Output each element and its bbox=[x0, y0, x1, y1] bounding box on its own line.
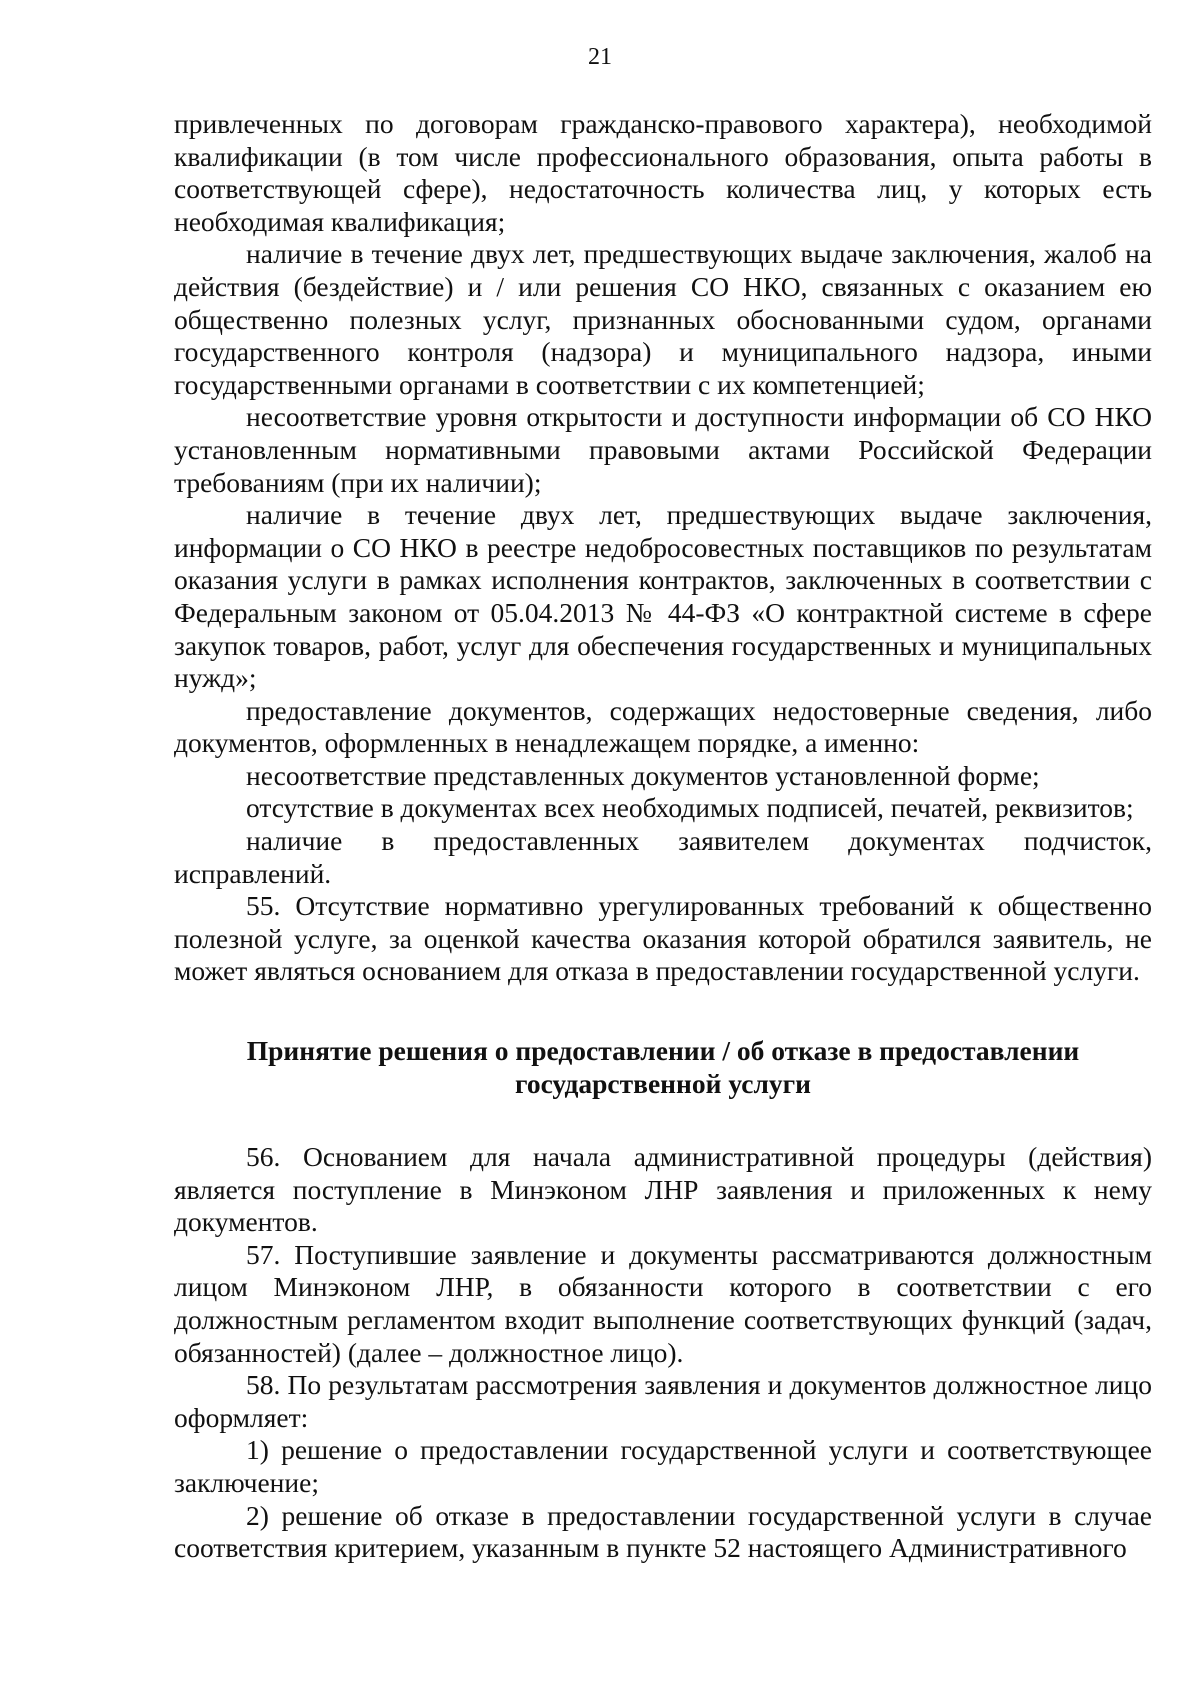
section-heading-line-1: Принятие решения о предоставлении / об отказе в предоставлении bbox=[246, 1035, 1080, 1067]
paragraph-55: 55. Отсутствие нормативно урегулированных требований к общественно полезной услуге, за оценкой качества оказания которой обратился заявитель, не может являться основанием для отказа в предоставлении государственной услуги. bbox=[174, 890, 1152, 987]
paragraph-58-item-1: 1) решение о предоставлении государственной услуги и соответствующее заключение; bbox=[174, 1434, 1152, 1498]
paragraph-registry: наличие в течение двух лет, предшествующих выдаче заключения, информации о СО НКО в реестре недобросовестных поставщиков по результатам оказания услуги в рамках исполнения контрактов, заключенных в соответствии с Федеральным законом от 05.04.2013 № 44-ФЗ «О контрактной системе в сфере закупок товаров, работ, услуг для обеспечения государственных и муниципальных нужд»; bbox=[174, 499, 1152, 694]
section-heading-line-2: государственной услуги bbox=[515, 1068, 811, 1100]
paragraph-58: 58. По результатам рассмотрения заявления и документов должностное лицо оформляет: bbox=[174, 1369, 1152, 1433]
page-number: 21 bbox=[588, 44, 612, 70]
paragraph-form-mismatch: несоответствие представленных документов установленной форме; bbox=[246, 759, 1040, 791]
paragraph-missing-signatures: отсутствие в документах всех необходимых подписей, печатей, реквизитов; bbox=[246, 792, 1134, 824]
paragraph-complaints: наличие в течение двух лет, предшествующих выдаче заключения, жалоб на действия (бездействие) и / или решения СО НКО, связанных с оказанием ею общественно полезных услуг, признанных обоснованными судом, органами государственного контроля (надзора) и муниципального надзора, иными государственными органами в соответствии с их компетенцией; bbox=[174, 238, 1152, 400]
paragraph-58-item-2: 2) решение об отказе в предоставлении государственной услуги в случае соответствия критерием, указанным в пункте 52 настоящего Административного bbox=[174, 1499, 1152, 1564]
paragraph-openness: несоответствие уровня открытости и доступности информации об СО НКО установленным нормативными правовыми актами Российской Федерации требованиям (при их наличии); bbox=[174, 401, 1152, 498]
paragraph-56: 56. Основанием для начала административной процедуры (действия) является поступление в Минэконом ЛНР заявления и приложенных к нему документов. bbox=[174, 1141, 1152, 1238]
paragraph-false-documents: предоставление документов, содержащих недостоверные сведения, либо документов, оформленных в ненадлежащем порядке, а именно: bbox=[174, 694, 1152, 759]
paragraph-corrections: наличие в предоставленных заявителем документах подчисток, исправлений. bbox=[174, 825, 1152, 889]
document-body bbox=[174, 108, 1152, 1565]
paragraph-57: 57. Поступившие заявление и документы рассматриваются должностным лицом Минэконом ЛНР, в обязанности которого в соответствии с его должностным регламентом входит выполнение соответствующих функций (задач, обязанностей) (далее – должностное лицо). bbox=[174, 1238, 1152, 1368]
paragraph-continuation: привлеченных по договорам гражданско-правового характера), необходимой квалификации (в том числе профессионального образования, опыта работы в соответствующей сфере), недостаточность количества лиц, у которых есть необходимая квалификация; bbox=[174, 108, 1152, 237]
section-heading bbox=[174, 1034, 1152, 1100]
